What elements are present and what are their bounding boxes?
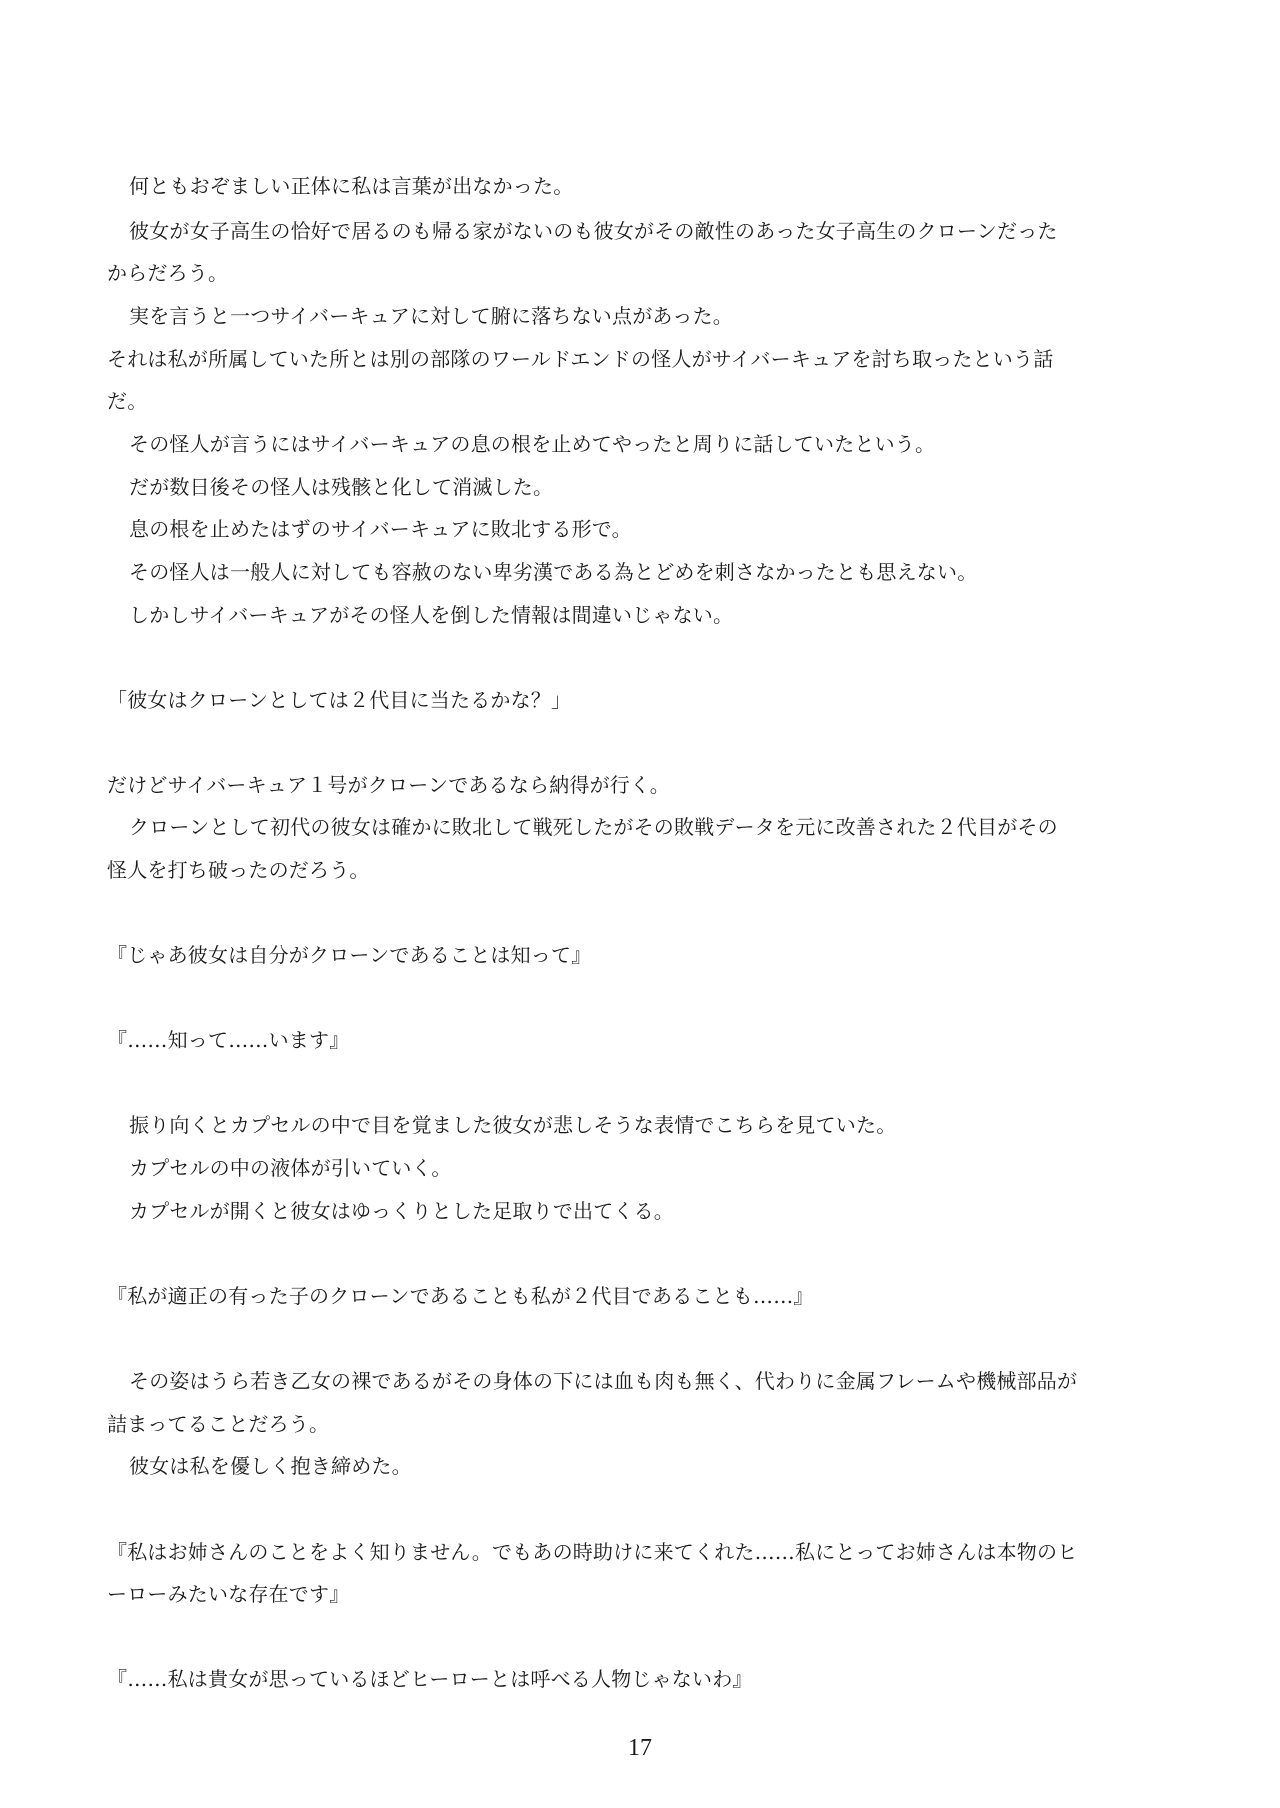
text-line: だ。: [107, 389, 148, 413]
text-line: 何ともおぞましい正体に私は言葉が出なかった。: [129, 174, 574, 198]
text-line: その姿はうら若き乙女の裸であるがその身体の下には血も肉も無く、代わりに金属フレームや機械部品が: [129, 1369, 1078, 1393]
text-line: 彼女が女子高生の恰好で居るのも帰る家がないのも彼女がその敵性のあった女子高生のクローンだった: [129, 219, 1058, 243]
text-line: からだろう。: [107, 261, 229, 285]
text-line: 彼女は私を優しく抱き締めた。: [129, 1454, 412, 1478]
text-line: カプセルが開くと彼女はゆっくりとした足取りで出てくる。: [129, 1199, 674, 1223]
text-line: 『私が適正の有った子のクローンであることも私が２代目であることも……』: [107, 1284, 814, 1308]
text-line: その怪人が言うにはサイバーキュアの息の根を止めてやったと周りに話していたという。: [129, 432, 936, 456]
text-line: 『……知って……います』: [107, 1028, 350, 1052]
text-line: 『私はお姉さんのことをよく知りません。でもあの時助けに来てくれた……私にとってお姉さんは本物のヒ: [107, 1540, 1078, 1564]
text-line: だが数日後その怪人は残骸と化して消滅した。: [129, 475, 554, 499]
text-line: 『……私は貴女が思っているほどヒーローとは呼べる人物じゃないわ』: [107, 1667, 753, 1691]
text-line: ーローみたいな存在です』: [107, 1582, 350, 1606]
text-line: 『じゃあ彼女は自分がクローンであることは知って』: [107, 943, 592, 967]
text-line: 詰まってることだろう。: [107, 1412, 330, 1436]
text-line: 実を言うと一つサイバーキュアに対して腑に落ちない点があった。: [129, 304, 733, 328]
text-line: 息の根を止めたはずのサイバーキュアに敗北する形で。: [129, 517, 632, 541]
text-line: それは私が所属していた所とは別の部隊のワールドエンドの怪人がサイバーキュアを討ち取ったという話: [107, 347, 1054, 371]
text-line: 振り向くとカプセルの中で目を覚ました彼女が悲しそうな表情でこちらを見ていた。: [129, 1113, 897, 1137]
text-line: クローンとして初代の彼女は確かに敗北して戦死したがその敗戦データを元に改善された２代目がその: [129, 815, 1058, 839]
text-line: その怪人は一般人に対しても容赦のない卑劣漢である為とどめを刺さなかったとも思えない。: [129, 560, 978, 584]
page-number: 17: [628, 1735, 652, 1761]
text-line: 「彼女はクローンとしては２代目に当たるかな？」: [107, 688, 572, 712]
text-line: だけどサイバーキュア１号がクローンであるなら納得が行く。: [107, 773, 670, 797]
text-line: しかしサイバーキュアがその怪人を倒した情報は間違いじゃない。: [129, 603, 734, 627]
text-line: カプセルの中の液体が引いていく。: [129, 1156, 452, 1180]
text-line: 怪人を打ち破ったのだろう。: [107, 858, 370, 882]
